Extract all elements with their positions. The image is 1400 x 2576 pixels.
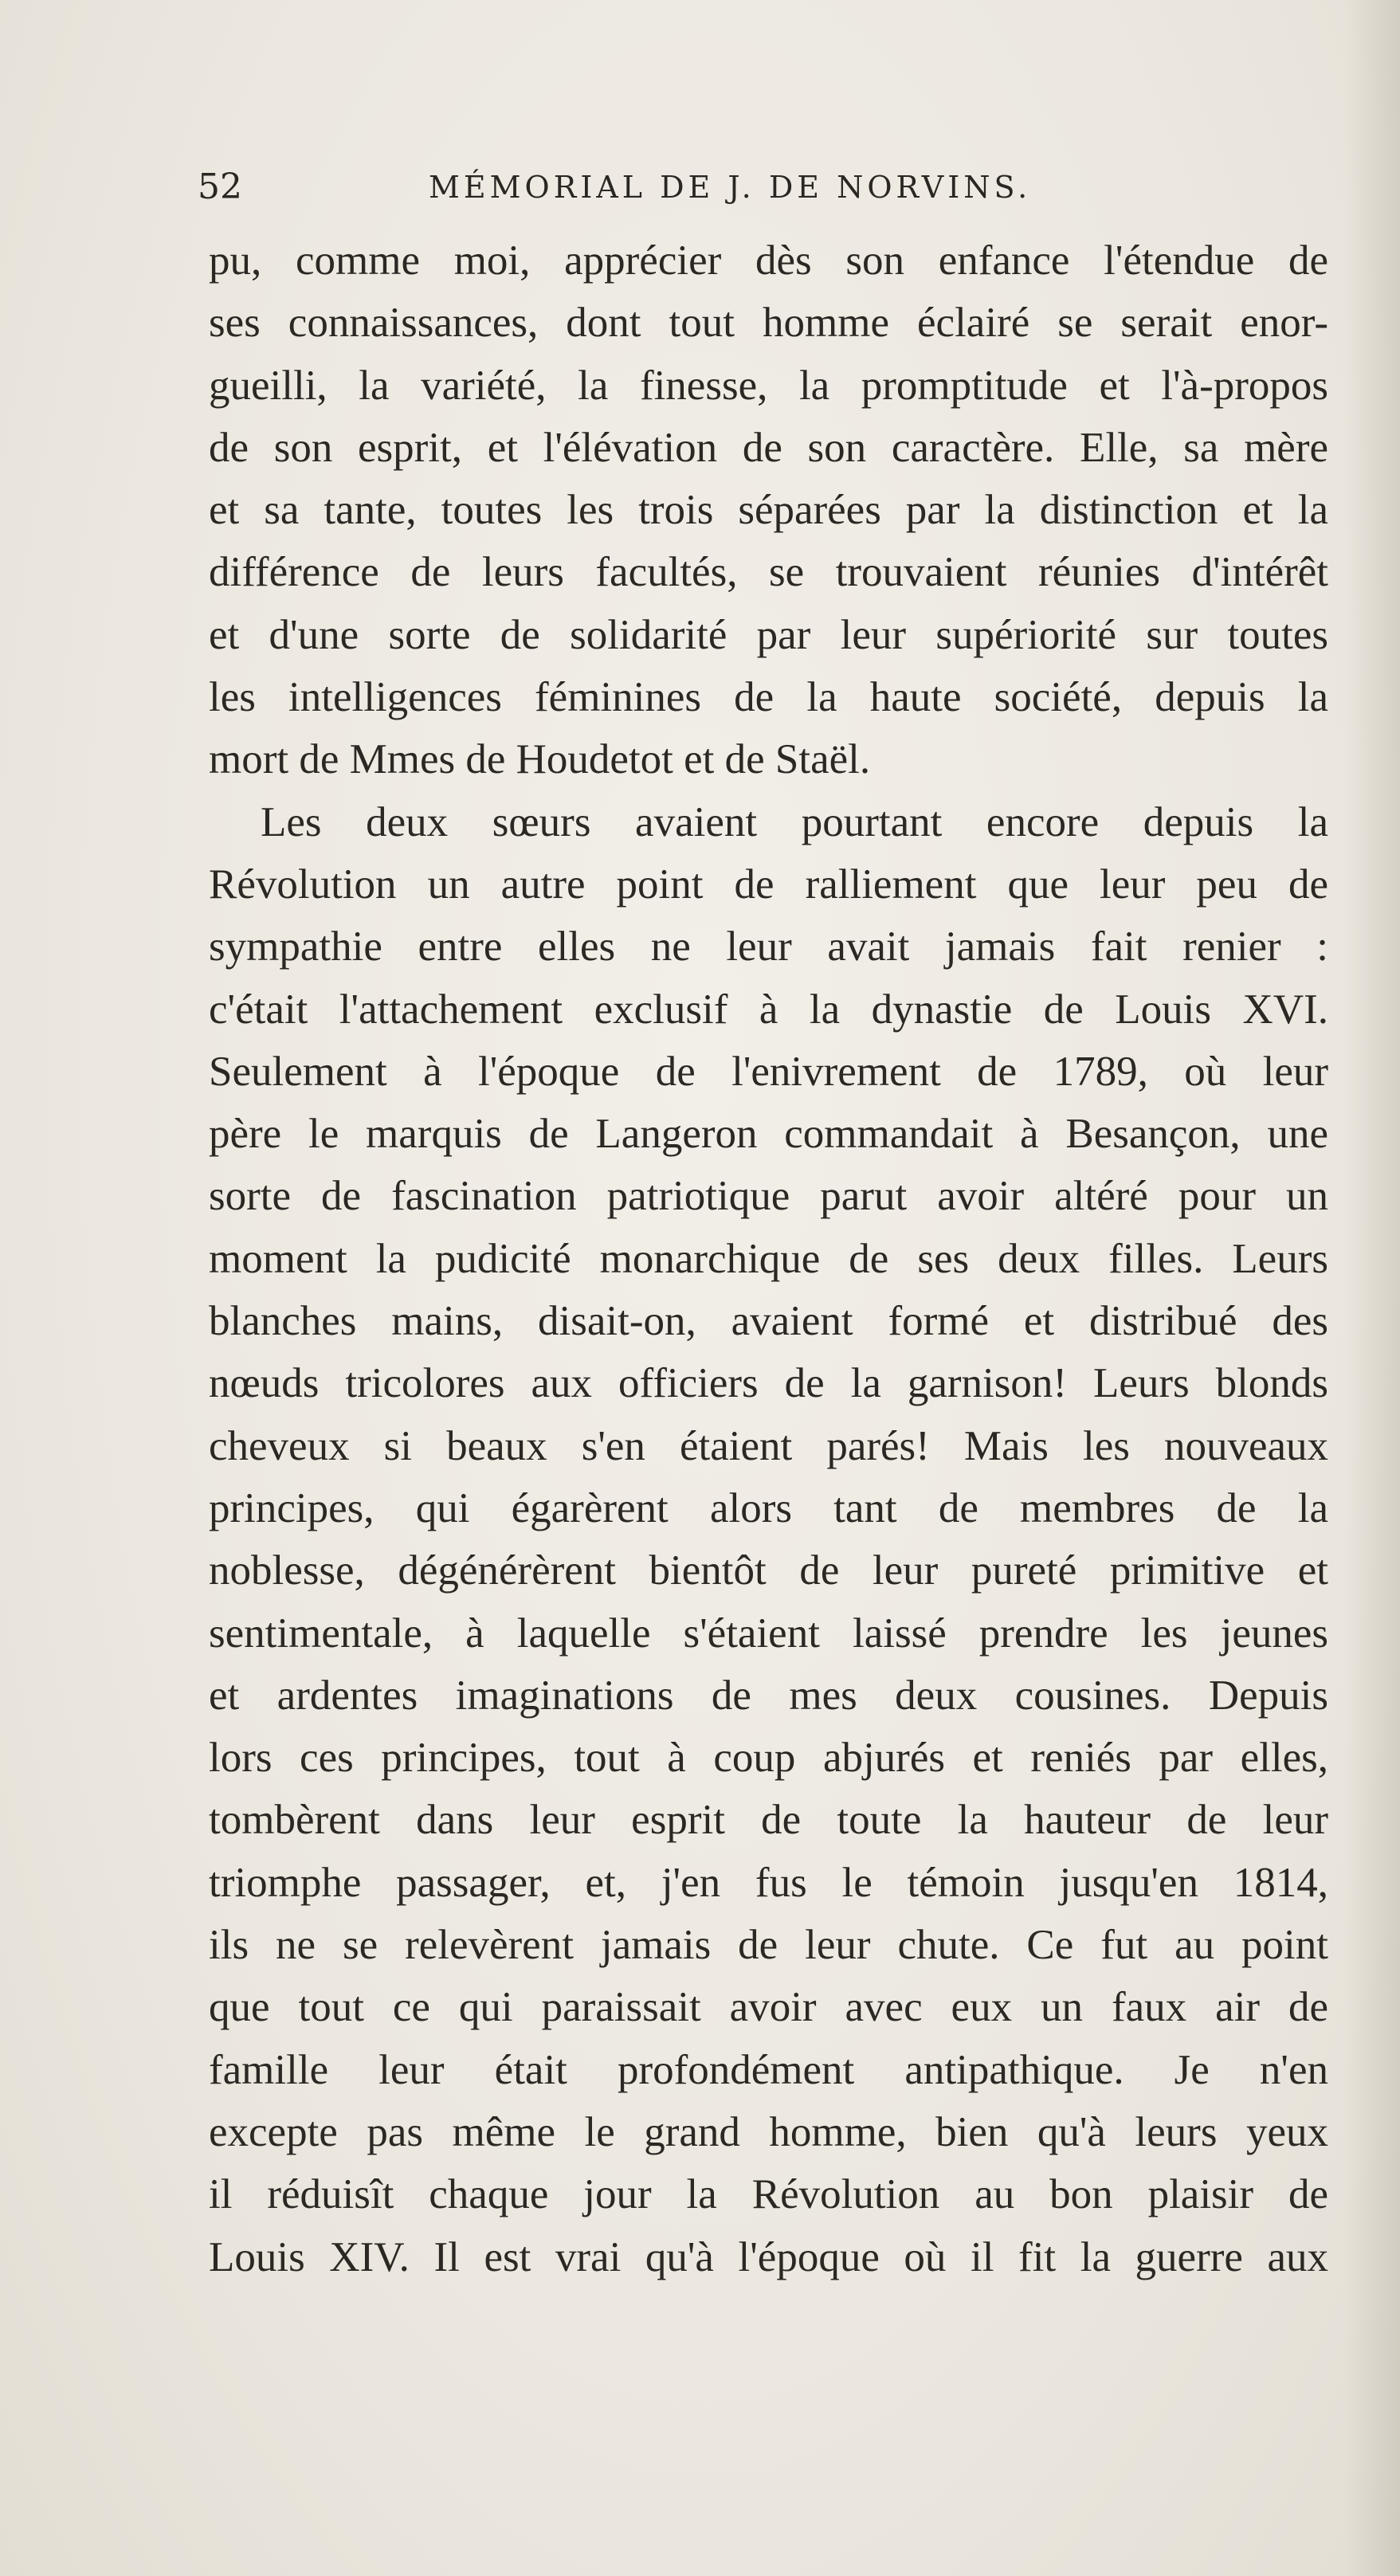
text-line: pu, comme moi, apprécier dès son enfance l'étendue de [209, 237, 1328, 284]
text-line: sympathie entre elles ne leur avait jamais fait renier : [209, 923, 1328, 970]
text-line: blanches mains, disait-on, avaient formé et distribué des [209, 1298, 1328, 1345]
text-line: il réduisît chaque jour la Révolution au bon plaisir de [209, 2171, 1328, 2218]
text-line: nœuds tricolores aux officiers de la garnison! Leurs blonds [209, 1360, 1328, 1407]
text-line: tombèrent dans leur esprit de toute la hauteur de leur [209, 1797, 1328, 1844]
paragraph [209, 229, 1328, 791]
text-line: de son esprit, et l'élévation de son caractère. Elle, sa mère [209, 424, 1328, 471]
running-head [198, 159, 1337, 215]
text-line: et sa tante, toutes les trois séparées par la distinction et la [209, 487, 1328, 534]
page-edge-shadow [1344, 0, 1400, 2576]
text-line: père le marquis de Langeron commandait à Besançon, une [209, 1111, 1328, 1158]
text-line: et ardentes imaginations de mes deux cousines. Depuis [209, 1672, 1328, 1719]
text-line: principes, qui égarèrent alors tant de membres de la [209, 1484, 1328, 1531]
text-line: sentimentale, à laquelle s'étaient laissé prendre les jeunes [209, 1610, 1328, 1657]
text-line: sorte de fascination patriotique parut avoir altéré pour un [209, 1173, 1328, 1220]
text-line: moment la pudicité monarchique de ses deux filles. Leurs [209, 1235, 1328, 1282]
text-line: Les deux sœurs avaient pourtant encore depuis la [261, 798, 1328, 845]
body-text [209, 229, 1328, 2288]
text-line: les intelligences féminines de la haute société, depuis la [209, 674, 1328, 721]
text-line: différence de leurs facultés, se trouvaient réunies d'intérêt [209, 549, 1328, 596]
text-line: ils ne se relevèrent jamais de leur chute. Ce fut au point [209, 1922, 1328, 1969]
paragraph [209, 791, 1328, 2288]
page-number: 52 [198, 167, 242, 207]
text-line: excepte pas même le grand homme, bien qu'à leurs yeux [209, 2108, 1328, 2155]
text-line: cheveux si beaux s'en étaient parés! Mais les nouveaux [209, 1422, 1328, 1469]
text-line: Révolution un autre point de ralliement que leur peu de [209, 861, 1328, 908]
text-line: Louis XIV. Il est vrai qu'à l'époque où il fit la guerre aux [209, 2233, 1328, 2280]
text-line: gueilli, la variété, la finesse, la promptitude et l'à-propos [209, 362, 1328, 409]
text-line: mort de Mmes de Houdetot et de Staël. [209, 736, 871, 783]
text-line: et d'une sorte de solidarité par leur supériorité sur toutes [209, 611, 1328, 658]
text-line: triomphe passager, et, j'en fus le témoin jusqu'en 1814, [209, 1859, 1328, 1906]
running-head-title: MÉMORIAL DE J. DE NORVINS. [429, 170, 1032, 205]
text-line: c'était l'attachement exclusif à la dynastie de Louis XVI. [209, 986, 1328, 1033]
text-line: ses connaissances, dont tout homme éclairé se serait enor- [209, 300, 1328, 347]
text-line: noblesse, dégénérèrent bientôt de leur pureté primitive et [209, 1547, 1328, 1594]
text-line: lors ces principes, tout à coup abjurés et reniés par elles, [209, 1735, 1328, 1782]
text-line: famille leur était profondément antipathique. Je n'en [209, 2046, 1328, 2093]
text-line: que tout ce qui paraissait avoir avec eux un faux air de [209, 1984, 1328, 2031]
text-line: Seulement à l'époque de l'enivrement de 1789, où leur [209, 1048, 1328, 1095]
